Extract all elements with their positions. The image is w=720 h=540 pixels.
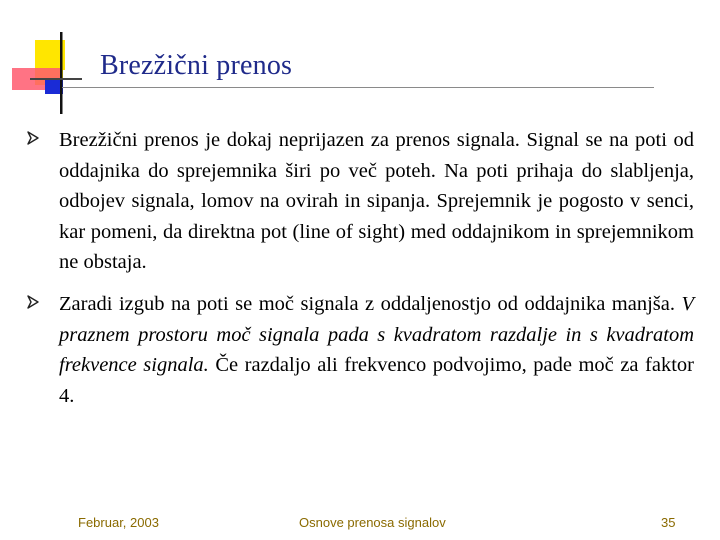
footer-date: Februar, 2003 [78, 515, 159, 530]
bullet-text [59, 289, 694, 411]
bullet-text: Brezžični prenos je dokaj neprijazen za prenos signala. Signal se na poti od oddajnika do sprejemnika širi po več poteh. Na poti prihaja do slabljenja, odbojev signala, lomov na ovirah in sipanja. Sprejemnik je pogosto v senci, kar pomeni, da direktna pot (line of sight) med oddajnikom in sprejemnikom ne obstaja. [59, 129, 694, 273]
logo-horizontal-line [30, 78, 82, 80]
slide-logo-decoration [0, 0, 110, 120]
logo-vertical-line [60, 32, 63, 114]
slide-title: Brezžični prenos [100, 50, 293, 81]
bullet-item [26, 289, 694, 411]
title-divider [62, 87, 654, 88]
footer-title: Osnove prenosa signalov [299, 515, 446, 530]
arrow-bullet-icon [26, 295, 40, 309]
page-number: 35 [661, 515, 676, 530]
bullet-text-regular: Zaradi izgub na poti se moč signala z oddaljenostjo od oddajnika manjša. [59, 293, 682, 315]
arrow-bullet-icon [26, 131, 40, 145]
bullet-text-regular-end: Če razdaljo ali frekvenco podvojimo, pade moč za faktor 4. [59, 354, 695, 407]
bullet-text-italic: V praznem prostoru moč signala pada s kvadratom razdalje in s kvadratom frekvence signala. [59, 293, 694, 376]
bullet-item [26, 125, 694, 278]
